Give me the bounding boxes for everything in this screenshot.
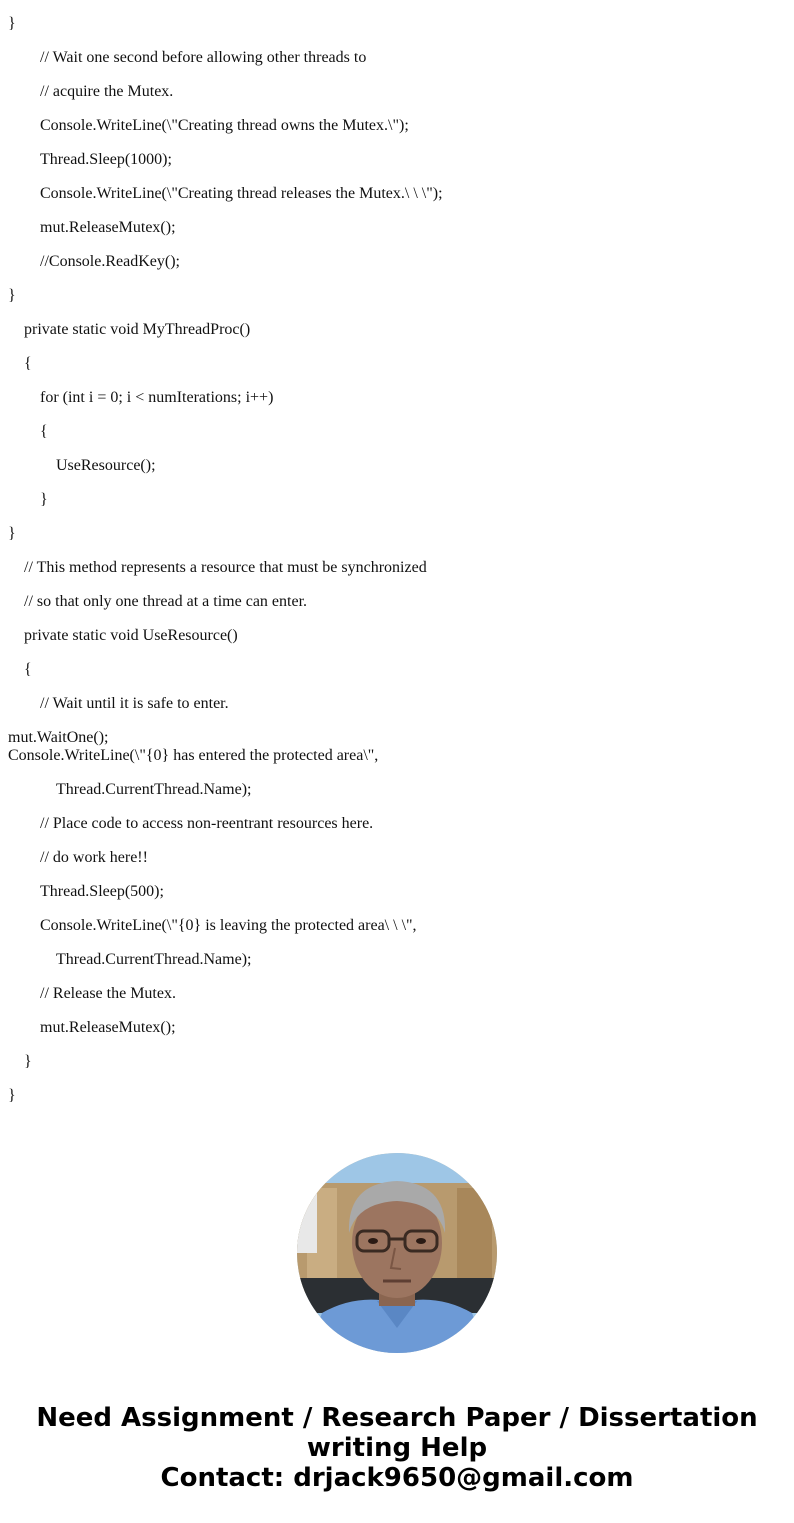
code-line: Thread.CurrentThread.Name);: [56, 951, 252, 968]
code-line: }: [40, 491, 48, 508]
code-line: UseResource();: [56, 457, 156, 474]
code-line: // Wait one second before allowing other threads to: [40, 49, 367, 66]
code-line: }: [8, 1087, 16, 1104]
code-line: Console.WriteLine(\"{0} is leaving the protected area\ \ \",: [40, 917, 417, 934]
code-line: for (int i = 0; i < numIterations; i++): [40, 389, 274, 406]
code-line: Thread.Sleep(500);: [40, 883, 164, 900]
code-line: {: [24, 355, 32, 372]
code-line: // Release the Mutex.: [40, 985, 176, 1002]
code-line: }: [8, 287, 16, 304]
code-line: Thread.CurrentThread.Name);: [56, 781, 252, 798]
contact-banner: [0, 1403, 794, 1493]
code-line: private static void MyThreadProc(): [24, 321, 251, 338]
code-line: Console.WriteLine(\"Creating thread owns the Mutex.\");: [40, 117, 409, 134]
code-line: {: [40, 423, 48, 440]
code-line: mut.ReleaseMutex();: [40, 219, 176, 236]
contact-email: Contact: drjack9650@gmail.com: [160, 1463, 634, 1493]
code-line: Thread.Sleep(1000);: [40, 151, 172, 168]
code-line: private static void UseResource(): [24, 627, 238, 644]
code-line: // acquire the Mutex.: [40, 83, 174, 100]
code-line: // do work here!!: [40, 849, 148, 866]
code-line: mut.ReleaseMutex();: [40, 1019, 176, 1036]
code-line: Console.WriteLine(\"Creating thread releases the Mutex.\ \ \");: [40, 185, 443, 202]
code-line: // This method represents a resource that must be synchronized: [24, 559, 427, 576]
code-line: //Console.ReadKey();: [40, 253, 180, 270]
code-line: // so that only one thread at a time can enter.: [24, 593, 308, 610]
code-line: mut.WaitOne();: [8, 729, 109, 746]
person-portrait-icon: [297, 1153, 497, 1353]
code-line: // Wait until it is safe to enter.: [40, 695, 229, 712]
author-avatar: [297, 1153, 497, 1353]
code-line: }: [8, 15, 16, 32]
code-line: // Place code to access non-reentrant resources here.: [40, 815, 374, 832]
code-line: Console.WriteLine(\"{0} has entered the protected area\",: [8, 747, 379, 764]
banner-line-1: Need Assignment / Research Paper / Dissertation: [36, 1403, 758, 1433]
code-line: }: [24, 1053, 32, 1070]
code-line: }: [8, 525, 16, 542]
code-line: {: [24, 661, 32, 678]
banner-line-2: writing Help: [306, 1433, 488, 1463]
